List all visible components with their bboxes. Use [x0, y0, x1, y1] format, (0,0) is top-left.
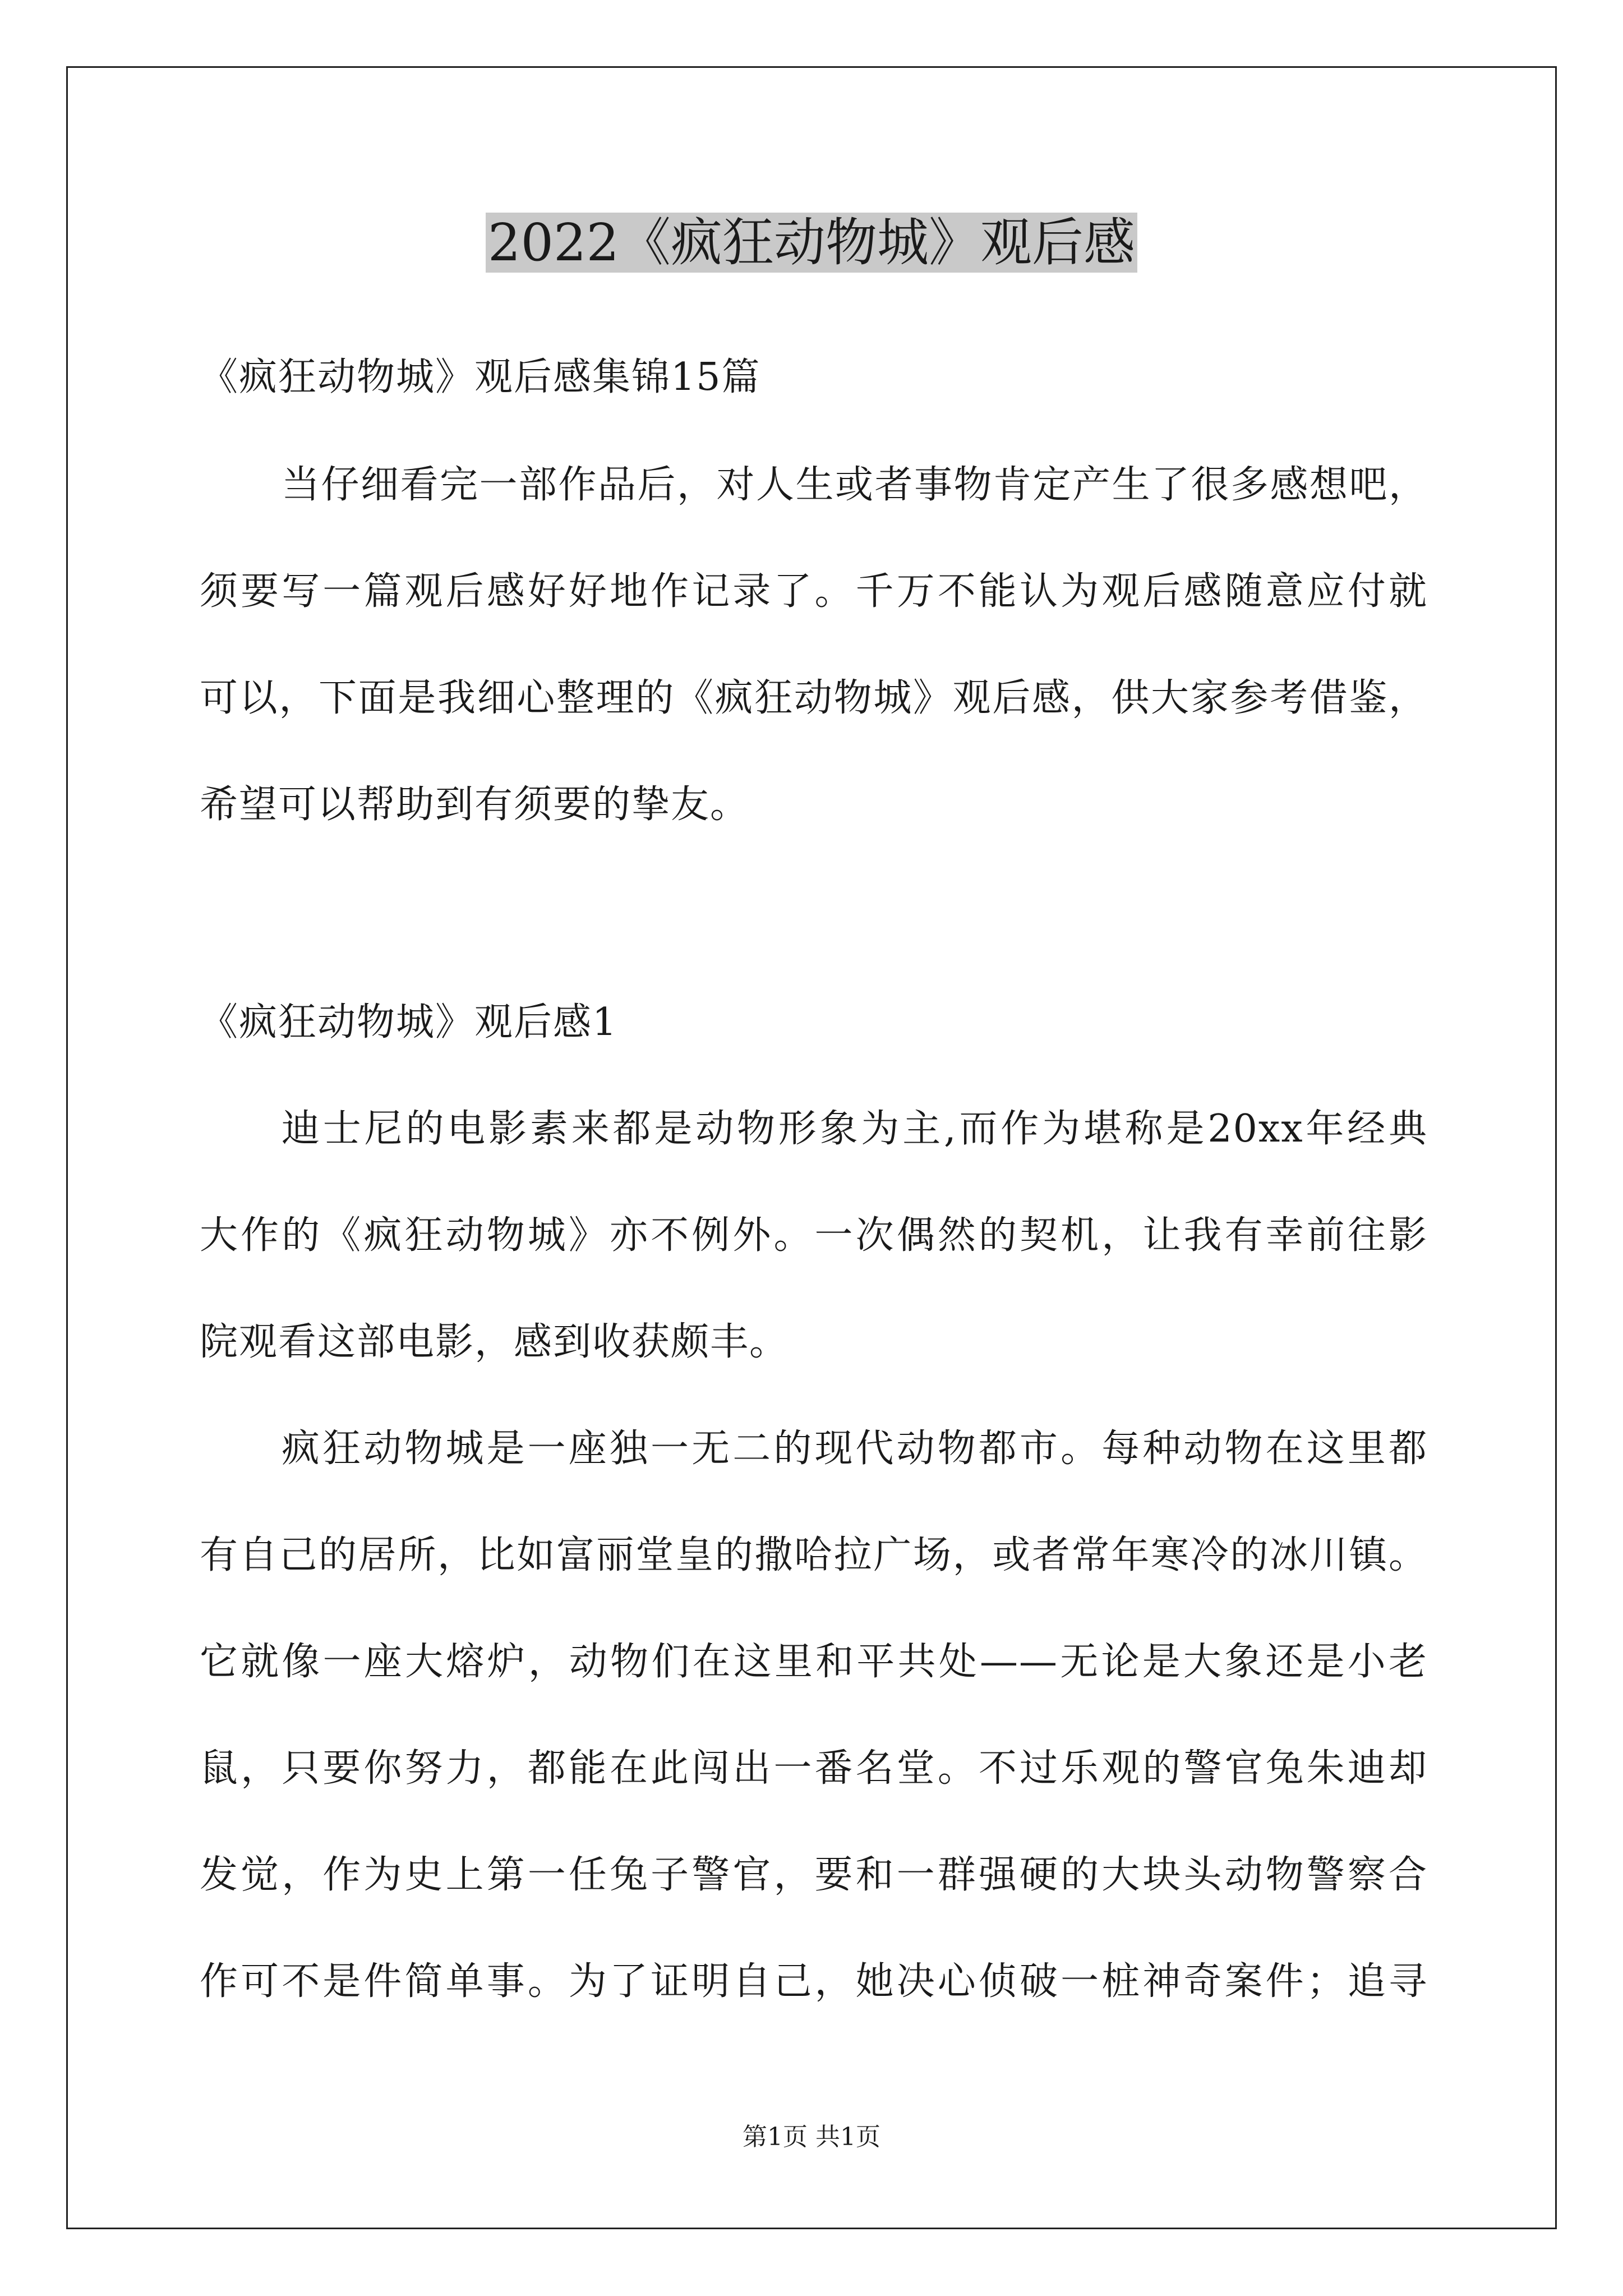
para2-line-5: 发觉，作为史上第一任兔子警官，要和一群强硬的大块头动物警察合: [200, 1853, 1428, 1897]
para2-line-1: 疯狂动物城是一座独一无二的现代动物都市。每种动物在这里都: [282, 1427, 1428, 1471]
para2-line-6: 作可不是件简单事。为了证明自己，她决心侦破一桩神奇案件；追寻: [200, 1959, 1428, 2004]
document-title: 2022《疯狂动物城》观后感: [0, 206, 1623, 279]
para1-line-3: 院观看这部电影，感到收获颇丰。: [200, 1320, 789, 1364]
intro-line-3: 可以，下面是我细心整理的《疯狂动物城》观后感，供大家参考借鉴，: [200, 676, 1428, 720]
page-footer: 第1页 共1页: [743, 2123, 880, 2151]
subtitle: 《疯狂动物城》观后感集锦15篇: [200, 355, 761, 399]
para2-line-4: 鼠，只要你努力，都能在此闯出一番名堂。不过乐观的警官兔朱迪却: [200, 1746, 1428, 1791]
intro-line-1: 当仔细看完一部作品后，对人生或者事物肯定产生了很多感想吧，: [282, 463, 1428, 507]
intro-line-4: 希望可以帮助到有须要的挚友。: [200, 783, 750, 827]
para1-line-1: 迪士尼的电影素来都是动物形象为主,而作为堪称是20xx年经典: [282, 1107, 1428, 1151]
para2-line-2: 有自己的居所，比如富丽堂皇的撒哈拉广场，或者常年寒冷的冰川镇。: [200, 1533, 1428, 1577]
intro-line-2: 须要写一篇观后感好好地作记录了。千万不能认为观后感随意应付就: [200, 569, 1428, 614]
section-heading: 《疯狂动物城》观后感1: [200, 1000, 618, 1045]
para1-line-2: 大作的《疯狂动物城》亦不例外。一次偶然的契机，让我有幸前往影: [200, 1213, 1428, 1258]
para2-line-3: 它就像一座大熔炉，动物们在这里和平共处——无论是大象还是小老: [200, 1640, 1428, 1684]
